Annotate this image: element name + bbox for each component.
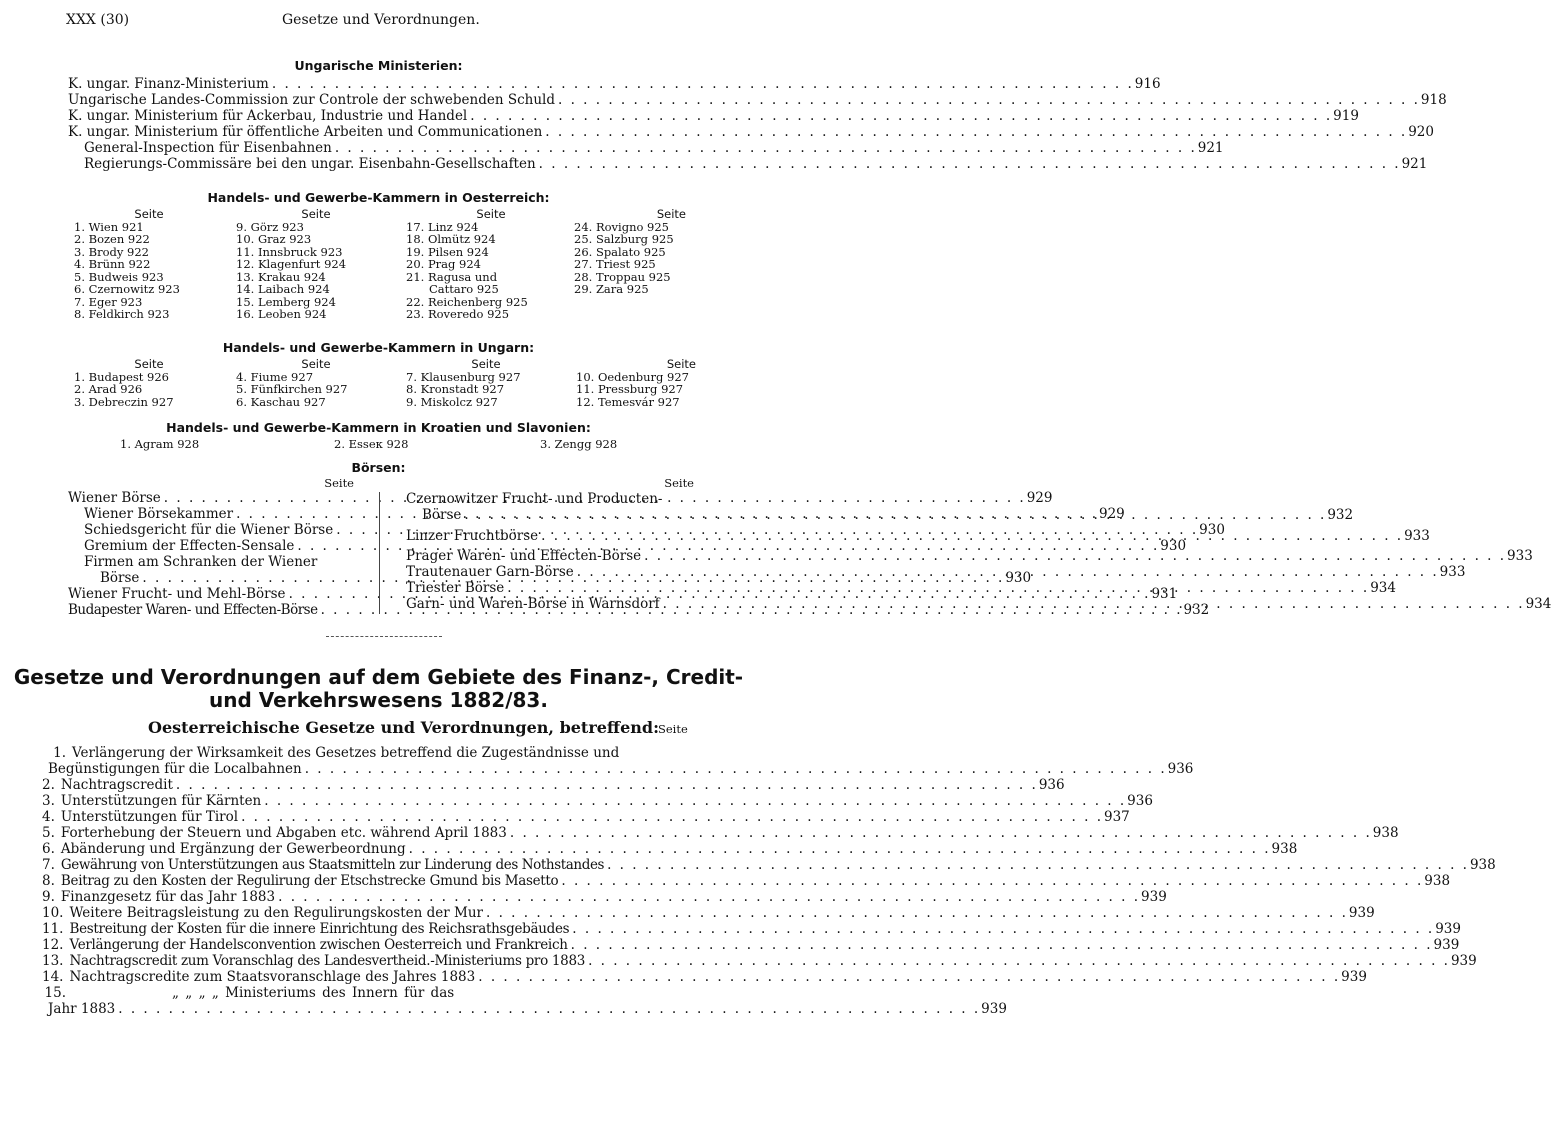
toc-row: Garn- und Waren-Börse in Warnsdorf . . . 934: [406, 595, 694, 611]
toc-row: 9. Finanzgesetz für das Jahr 1883 . . . 939: [42, 889, 686, 905]
croatia-chamber-item: 1. Agram 928: [120, 437, 200, 451]
toc-row: 4. Unterstützungen für Tirol . . . 937: [42, 809, 686, 825]
toc-row: 10. Weitere Beitragsleistung zu den Regulirungskosten der Mur . . . 939: [42, 905, 686, 921]
toc-row: K. ungar. Ministerium für Ackerbau, Industrie und Handel . . . 919: [68, 108, 696, 124]
laws-subheading: Oesterreichische Gesetze und Verordnungen, betreffend:: [148, 718, 659, 737]
exchanges-seite-left: Seite: [324, 476, 354, 490]
toc-row: Wiener Börsekammer . . . 929: [68, 506, 356, 522]
toc-row: K. ungar. Finanz-Ministerium . . . 916: [68, 76, 696, 92]
toc-row: Czernowitzer Frucht- und Producten-: [406, 491, 663, 507]
austria-chambers-col-2: Seite 9. Görz 923 10. Graz 923 11. Innsbruck 923 12. Klagenfurt 924 13. Krakau 924 14. Laibach 924 15. Lemberg 924 16. Leoben 924: [236, 207, 347, 321]
toc-row: 2. Nachtragscredit . . . 936: [42, 777, 686, 793]
exchanges-heading: Börsen:: [351, 460, 406, 475]
hungarian-ministries-list: [68, 76, 1447, 172]
toc-row: Linzer Fruchtbörse . . . 933: [406, 527, 694, 543]
toc-row: 11. Bestreitung der Kosten für die innere Einrichtung des Reichsrathsgebäudes . . . 939: [42, 921, 686, 937]
toc-row: 12. Verlängerung der Handelsconvention zwischen Oesterreich und Frankreich . . . 939: [42, 937, 686, 953]
austria-chambers-col-1: Seite 1. Wien 921 2. Bozen 922 3. Brody 922 4. Brünn 922 5. Budweis 923 6. Czernowitz 923 7. Eger 923 8. Feldkirch 923: [74, 207, 180, 321]
croatia-chamber-item: 2. Esseк 928: [334, 437, 409, 451]
toc-row: Wiener Frucht- und Mehl-Börse . . . 931: [68, 586, 356, 602]
toc-row: Firmen am Schranken der Wiener: [84, 554, 318, 570]
toc-row: 7. Gewährung von Unterstützungen aus Staatsmitteln zur Linderung des Nothstandes . . . 938: [42, 857, 686, 873]
toc-row: 3. Unterstützungen für Kärnten . . . 936: [42, 793, 686, 809]
toc-row: Prager Waren- und Effecten-Börse . . . 933: [406, 547, 694, 563]
toc-row: 15. „ „ „ „ Ministeriums des Innern für das: [44, 985, 455, 1001]
toc-row: Börse . . . 932: [406, 506, 694, 522]
toc-row: K. ungar. Ministerium für öffentliche Arbeiten und Communicationen . . . 920: [68, 124, 696, 140]
toc-row: Wiener Börse . . . 929: [68, 490, 356, 506]
toc-row: Jahr 1883 . . . 939: [42, 1001, 686, 1017]
croatia-chamber-item: 3. Zengg 928: [540, 437, 618, 451]
hungarian-ministries-heading: Ungarische Ministerien:: [294, 58, 463, 73]
toc-row: Begünstigungen für die Localbahnen . . . 936: [42, 761, 686, 777]
toc-row: Börse . . . 930: [68, 570, 356, 586]
toc-row: 6. Abänderung und Ergänzung der Gewerbeordnung . . . 938: [42, 841, 686, 857]
laws-list: [42, 745, 1496, 1017]
toc-row: Triester Börse . . . 934: [406, 579, 694, 595]
toc-row: 14. Nachtragscredite zum Staatsvoranschlage des Jahres 1883 . . . 939: [42, 969, 686, 985]
toc-row: Regierungs-Commissäre bei den ungar. Eisenbahn-Gesellschaften . . . 921: [68, 156, 696, 172]
toc-row: Gremium der Effecten-Sensale . . . 930: [68, 538, 356, 554]
laws-seite: Seite: [658, 722, 688, 736]
austria-chambers-col-3: Seite 17. Linz 924 18. Olmütz 924 19. Pilsen 924 20. Prag 924 21. Ragusa und Cattaro 925 22. Reichenberg 925 23. Roveredo 925: [406, 207, 528, 321]
austria-chambers-heading: Handels- und Gewerbe-Kammern in Oesterreich:: [207, 190, 550, 205]
hungary-chambers-heading: Handels- und Gewerbe-Kammern in Ungarn:: [222, 340, 535, 355]
toc-row: Budapester Waren- und Effecten-Börse . . . 932: [68, 602, 356, 618]
hungary-chambers-col-1: Seite 1. Budapest 926 2. Arad 926 3. Debreczin 927: [74, 357, 174, 409]
section-divider: [326, 636, 442, 637]
exchanges-seite-right: Seite: [664, 476, 694, 490]
austria-chambers-col-4: Seite 24. Rovigno 925 25. Salzburg 925 26. Spalato 925 27. Triest 925 28. Troppau 925 29. Zara 925: [574, 207, 686, 296]
croatia-chambers-heading: Handels- und Gewerbe-Kammern in Kroatien und Slavonien:: [166, 420, 591, 435]
toc-row: 1. Verlängerung der Wirksamkeit des Gesetzes betreffend die Zugeständnisse und: [53, 745, 620, 761]
page-number: XXX (30): [66, 12, 130, 28]
column-divider: [379, 492, 380, 614]
toc-row: 8. Beitrag zu den Kosten der Regulirung der Etschstrecke Gmund bis Masetto . . . 938: [42, 873, 686, 889]
hungary-chambers-col-3: Seite 7. Klausenburg 927 8. Kronstadt 927 9. Miskolcz 927: [406, 357, 521, 409]
toc-row: Ungarische Landes-Commission zur Controle der schwebenden Schuld . . . 918: [68, 92, 696, 108]
laws-title-line-1: Gesetze und Verordnungen auf dem Gebiete des Finanz-, Credit-: [13, 665, 744, 689]
toc-row: 13. Nachtragscredit zum Voranschlag des Landesvertheid.-Ministeriums pro 1883 . . . 939: [42, 953, 686, 969]
hungary-chambers-col-2: Seite 4. Fiume 927 5. Fünfkirchen 927 6. Kaschau 927: [236, 357, 348, 409]
hungary-chambers-col-4: Seite 10. Oedenburg 927 11. Pressburg 927 12. Temesvár 927: [576, 357, 696, 409]
toc-row: Trautenauer Garn-Börse . . . 933: [406, 563, 694, 579]
running-title: Gesetze und Verordnungen.: [282, 12, 480, 28]
toc-row: General-Inspection für Eisenbahnen . . . 921: [68, 140, 696, 156]
toc-row: 5. Forterhebung der Steuern und Abgaben etc. während April 1883 . . . 938: [42, 825, 686, 841]
toc-row: Schiedsgericht für die Wiener Börse . . . 930: [68, 522, 356, 538]
laws-title-line-2: und Verkehrswesens 1882/83.: [209, 688, 548, 712]
